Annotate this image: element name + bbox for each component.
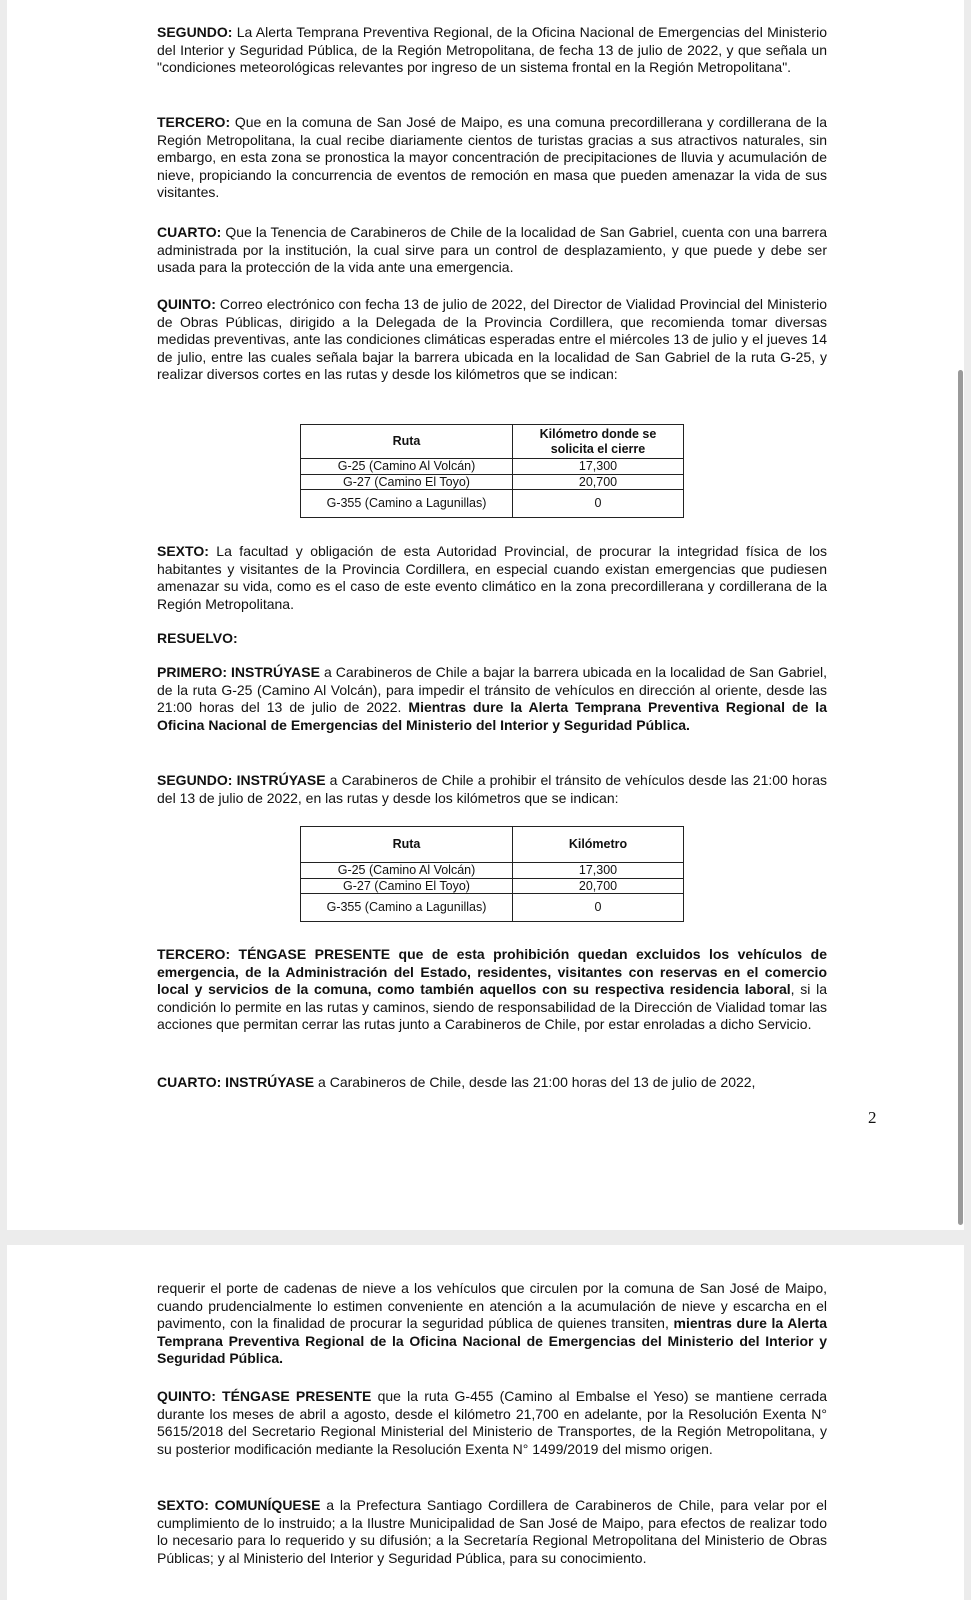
column-header-kilometro: Kilómetro	[513, 827, 684, 863]
document-page-2	[7, 0, 964, 1230]
page-number: 2	[868, 1108, 877, 1127]
considerando-sexto: SEXTO: La facultad y obligación de esta Autoridad Provincial, de procurar la integridad física de los habitantes y visitantes de la Provincia Cordillera, en especial cuando existan emergencias que pudiesen amenazar su vida, como es el caso de este evento climático en la zona precordillerana y cordillerana de la Región Metropolitana.	[157, 543, 827, 612]
table-header-row	[301, 827, 684, 863]
column-header-kilometro: Kilómetro donde se solicita el cierre	[513, 425, 684, 459]
considerando-segundo: SEGUNDO: La Alerta Temprana Preventiva Regional, de la Oficina Nacional de Emergencias del Ministerio del Interior y Seguridad Pública, de la Región Metropolitana, de fecha 13 de julio de 2022, y que señala un "condiciones meteorológicas relevantes por ingreso de un sistema frontal en la Región Metropolitana".	[157, 24, 827, 75]
table-row: G-27 (Camino El Toyo) 20,700	[301, 878, 684, 894]
table-row: G-355 (Camino a Lagunillas) 0	[301, 894, 684, 922]
column-header-ruta: Ruta	[301, 425, 513, 459]
table-row: G-25 (Camino Al Volcán) 17,300	[301, 863, 684, 879]
table-row: G-25 (Camino Al Volcán) 17,300	[301, 459, 684, 475]
resuelvo-heading: RESUELVO:	[157, 630, 238, 646]
table-row: G-27 (Camino El Toyo) 20,700	[301, 474, 684, 490]
resuelvo-cuarto: CUARTO: INSTRÚYASE a Carabineros de Chile, desde las 21:00 horas del 13 de julio de 2022,	[157, 1074, 756, 1090]
column-header-ruta: Ruta	[301, 827, 513, 863]
considerando-quinto: QUINTO: Correo electrónico con fecha 13 de julio de 2022, del Director de Vialidad Provincial del Ministerio de Obras Públicas, dirigido a la Delegada de la Provincia Cordillera, que recomienda tomar diversas medidas preventivas, ante las condiciones climáticas esperadas entre el miércoles 13 de julio y el jueves 14 de julio, entre las cuales señala bajar la barrera ubicada en la localidad de San Gabriel de la ruta G-25, y realizar diversos cortes en las rutas y desde los kilómetros que se indican:	[157, 296, 827, 382]
resuelvo-sexto: SEXTO: COMUNÍQUESE a la Prefectura Santiago Cordillera de Carabineros de Chile, para velar por el cumplimiento de lo instruido; a la Ilustre Municipalidad de San José de Maipo, para efectos de realizar todo lo necesario para lo requerido y su difusión; a la Secretaría Regional Metropolitana del Ministerio de Obras Públicas; y al Ministerio del Interior y Seguridad Pública, para su conocimiento.	[157, 1497, 827, 1566]
document-page-3	[7, 1245, 964, 1600]
resuelvo-cuarto-continuation: requerir el porte de cadenas de nieve a los vehículos que circulen por la comuna de San José de Maipo, cuando prudencialmente lo estimen conveniente en atención a la acumulación de nieve y escarcha en el pavimento, con la finalidad de procurar la seguridad pública de quienes transiten, mientras dure la Alerta Temprana Preventiva Regional de la Oficina Nacional de Emergencias del Ministerio del Interior y Seguridad Pública.	[157, 1280, 827, 1366]
considerando-tercero: TERCERO: Que en la comuna de San José de Maipo, es una comuna precordillerana y cordillerana de la Región Metropolitana, la cual recibe diariamente cientos de turistas gracias a sus atractivos naturales, sin embargo, en esta zona se pronostica la mayor concentración de precipitaciones de lluvia y acumulación de nieve, propiciando la concurrencia de eventos de remoción en masa que pueden amenazar la vida de sus visitantes.	[157, 114, 827, 200]
resuelvo-primero: PRIMERO: INSTRÚYASE a Carabineros de Chile a bajar la barrera ubicada en la localidad de San Gabriel, de la ruta G-25 (Camino Al Volcán), para impedir el tránsito de vehículos en dirección al oriente, desde las 21:00 horas del 13 de julio de 2022. Mientras dure la Alerta Temprana Preventiva Regional de la Oficina Nacional de Emergencias del Ministerio del Interior y Seguridad Pública.	[157, 664, 827, 733]
routes-prohibition-table	[300, 826, 684, 922]
resuelvo-segundo: SEGUNDO: INSTRÚYASE a Carabineros de Chile a prohibir el tránsito de vehículos desde las 21:00 horas del 13 de julio de 2022, en las rutas y desde los kilómetros que se indican:	[157, 772, 827, 806]
resuelvo-quinto: QUINTO: TÉNGASE PRESENTE que la ruta G-455 (Camino al Embalse el Yeso) se mantiene cerrada durante los meses de abril a agosto, desde el kilómetro 21,700 en adelante, por la Resolución Exenta N° 5615/2018 del Secretario Regional Ministerial del Ministerio de Transportes, de la Región Metropolitana, y su posterior modificación mediante la Resolución Exenta N° 1499/2019 del mismo origen.	[157, 1388, 827, 1457]
resuelvo-tercero: TERCERO: TÉNGASE PRESENTE que de esta prohibición quedan excluidos los vehículos de emergencia, de la Administración del Estado, residentes, visitantes con reservas en el comercio local y servicios de la comuna, como también aquellos con su respectiva residencia laboral, si la condición lo permite en las rutas y caminos, siendo de responsabilidad de la Dirección de Vialidad tomar las acciones que permitan cerrar las rutas junto a Carabineros de Chile, por estar enroladas a dicho Servicio.	[157, 946, 827, 1032]
table-row: G-355 (Camino a Lagunillas) 0	[301, 490, 684, 518]
considerando-cuarto: CUARTO: Que la Tenencia de Carabineros de Chile de la localidad de San Gabriel, cuenta con una barrera administrada por la institución, la cual sirve para un control de desplazamiento, y que puede y debe ser usada para la protección de la vida ante una emergencia.	[157, 224, 827, 275]
routes-closure-table	[300, 424, 684, 518]
table-header-row	[301, 425, 684, 459]
scrollbar[interactable]	[958, 370, 963, 1225]
